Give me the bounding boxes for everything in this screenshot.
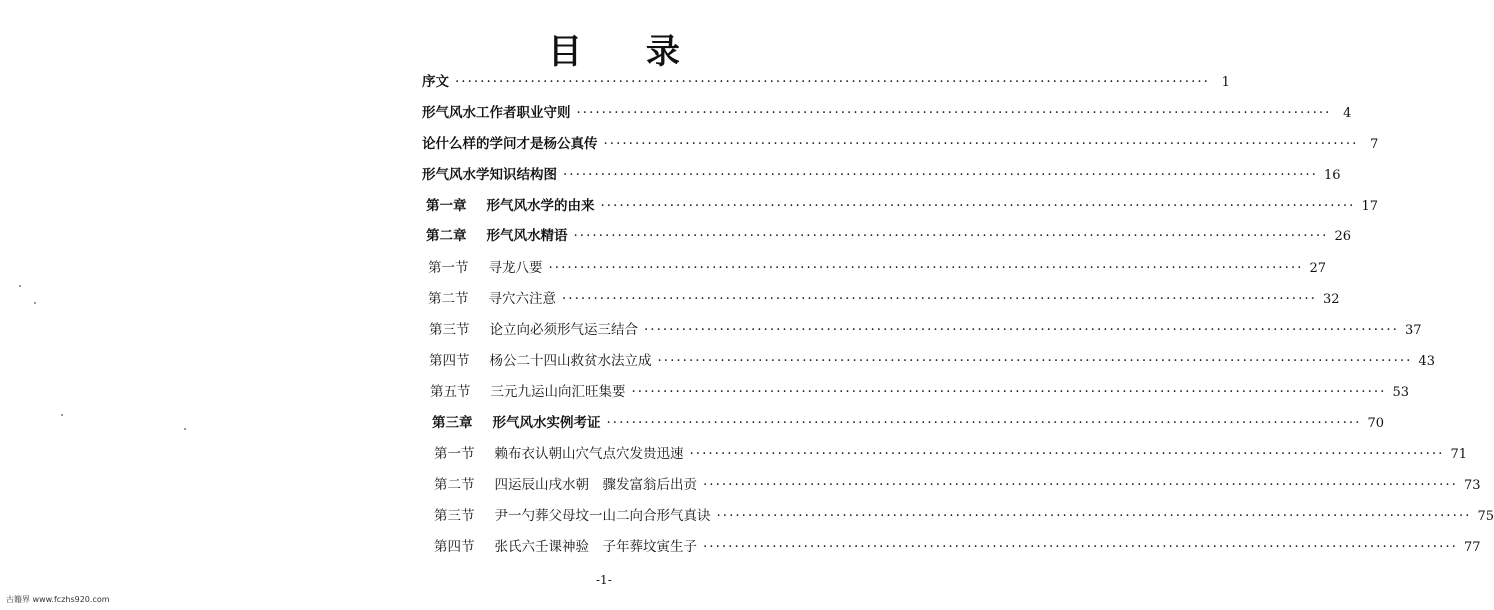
toc-entry-page: 1 (1221, 75, 1230, 90)
toc-entry-page: 53 (1392, 385, 1409, 400)
toc-entry-title: 形气风水学知识结构图 (422, 167, 557, 183)
page-number: -1- (596, 573, 612, 587)
toc-entry-page: 17 (1361, 199, 1378, 214)
scan-speck (34, 302, 36, 304)
toc-entry-title: 杨公二十四山救贫水法立成 (489, 353, 652, 369)
toc-entry-page: 43 (1418, 354, 1435, 369)
toc-entry-title: 尹一勺葬父母坟一山二向合形气真诀 (494, 508, 711, 524)
scan-speck (184, 428, 186, 430)
toc-entry (422, 101, 1352, 121)
toc-entry-title: 寻穴六注意 (488, 291, 556, 307)
toc-leader-dots: ························································································································ (657, 353, 1413, 369)
page-title: 目 录 (548, 32, 706, 72)
toc-entry-page: 27 (1309, 261, 1326, 276)
toc-entry-title: 寻龙八要 (488, 260, 543, 276)
toc-entry-prefix: 第一节 (428, 260, 469, 276)
toc-entry-title: 序文 (422, 74, 449, 90)
toc-entry (429, 318, 1422, 338)
toc-entry (428, 287, 1340, 307)
toc-entry (434, 473, 1481, 493)
toc-entry-prefix: 第一节 (434, 446, 475, 462)
toc-entry-prefix: 第三章 (432, 415, 473, 431)
toc-entry-title: 论什么样的学问才是杨公真传 (422, 136, 598, 152)
toc-entry-page: 16 (1323, 168, 1341, 183)
watermark-text: 古籍界 www.fczhs920.com (6, 595, 110, 604)
toc-entry-title: 形气风水学的由来 (486, 198, 595, 214)
toc-leader-dots: ························································································································ (563, 167, 1318, 183)
toc-entry (422, 163, 1341, 183)
toc-leader-dots: ························································································································ (562, 291, 1317, 307)
toc-entry (429, 349, 1435, 369)
toc-entry-prefix: 第五节 (430, 384, 471, 400)
toc-entry-title: 论立向必须形气运三结合 (489, 322, 638, 338)
toc-entry (434, 442, 1467, 462)
toc-leader-dots: ························································································································ (600, 198, 1356, 214)
toc-entry-prefix: 第二节 (434, 477, 475, 493)
toc-entry-title: 形气风水精语 (486, 228, 568, 244)
toc-entry-page: 7 (1370, 137, 1379, 152)
toc-entry-title: 赖布衣认朝山穴气点穴发贵迅速 (494, 446, 684, 462)
toc-leader-dots: ························································································································ (603, 136, 1359, 152)
toc-leader-dots: ························································································································ (703, 477, 1458, 493)
toc-leader-dots: ························································································································ (631, 384, 1387, 400)
toc-entry-page: 75 (1477, 509, 1494, 524)
toc-entry-prefix: 第三节 (434, 508, 475, 524)
toc-entry-page: 71 (1450, 447, 1467, 462)
toc-entry (434, 504, 1494, 524)
toc-leader-dots: ························································································································ (576, 105, 1332, 121)
toc-leader-dots: ························································································································ (573, 228, 1329, 244)
toc-entry-prefix: 第二章 (426, 228, 467, 244)
toc-entry-prefix: 第四节 (429, 353, 470, 369)
toc-entry (422, 70, 1230, 90)
toc-entry-title: 形气风水实例考证 (492, 415, 601, 431)
toc-entry-page: 32 (1322, 292, 1340, 307)
toc-entry (430, 380, 1409, 400)
toc-entry-title: 形气风水工作者职业守则 (422, 105, 571, 121)
toc-entry-title: 张氏六壬课神验 子年葬坟寅生子 (494, 539, 697, 555)
toc-entry-page: 70 (1367, 416, 1384, 431)
toc-entry-prefix: 第三节 (429, 322, 470, 338)
toc-entry-page: 77 (1463, 540, 1481, 555)
scan-speck (61, 414, 63, 416)
toc-leader-dots: ························································································································ (689, 446, 1445, 462)
toc-entry (432, 411, 1384, 431)
toc-entry (422, 132, 1379, 152)
toc-entry-prefix: 第二节 (428, 291, 469, 307)
toc-entry-page: 26 (1334, 229, 1351, 244)
toc-entry-title: 四运辰山戌水朝 骤发富翁后出贡 (494, 477, 697, 493)
toc-entry (428, 256, 1326, 276)
toc-leader-dots: ························································································································ (606, 415, 1362, 431)
toc-entry-page: 73 (1463, 478, 1481, 493)
toc-entry (434, 535, 1481, 555)
toc-entry (426, 194, 1378, 214)
toc-entry-page: 37 (1404, 323, 1422, 338)
scan-speck (19, 285, 21, 287)
toc-leader-dots: ························································································································ (644, 322, 1399, 338)
toc-leader-dots: ························································································································ (455, 74, 1210, 90)
toc-entry-title: 三元九运山向汇旺集要 (490, 384, 626, 400)
toc-leader-dots: ························································································································ (548, 260, 1304, 276)
toc-leader-dots: ························································································································ (703, 539, 1458, 555)
toc-entry-prefix: 第四节 (434, 539, 475, 555)
toc-entry-page: 4 (1343, 106, 1352, 121)
toc-entry (426, 224, 1351, 244)
toc-entry-prefix: 第一章 (426, 198, 467, 214)
toc-leader-dots: ························································································································ (716, 508, 1472, 524)
